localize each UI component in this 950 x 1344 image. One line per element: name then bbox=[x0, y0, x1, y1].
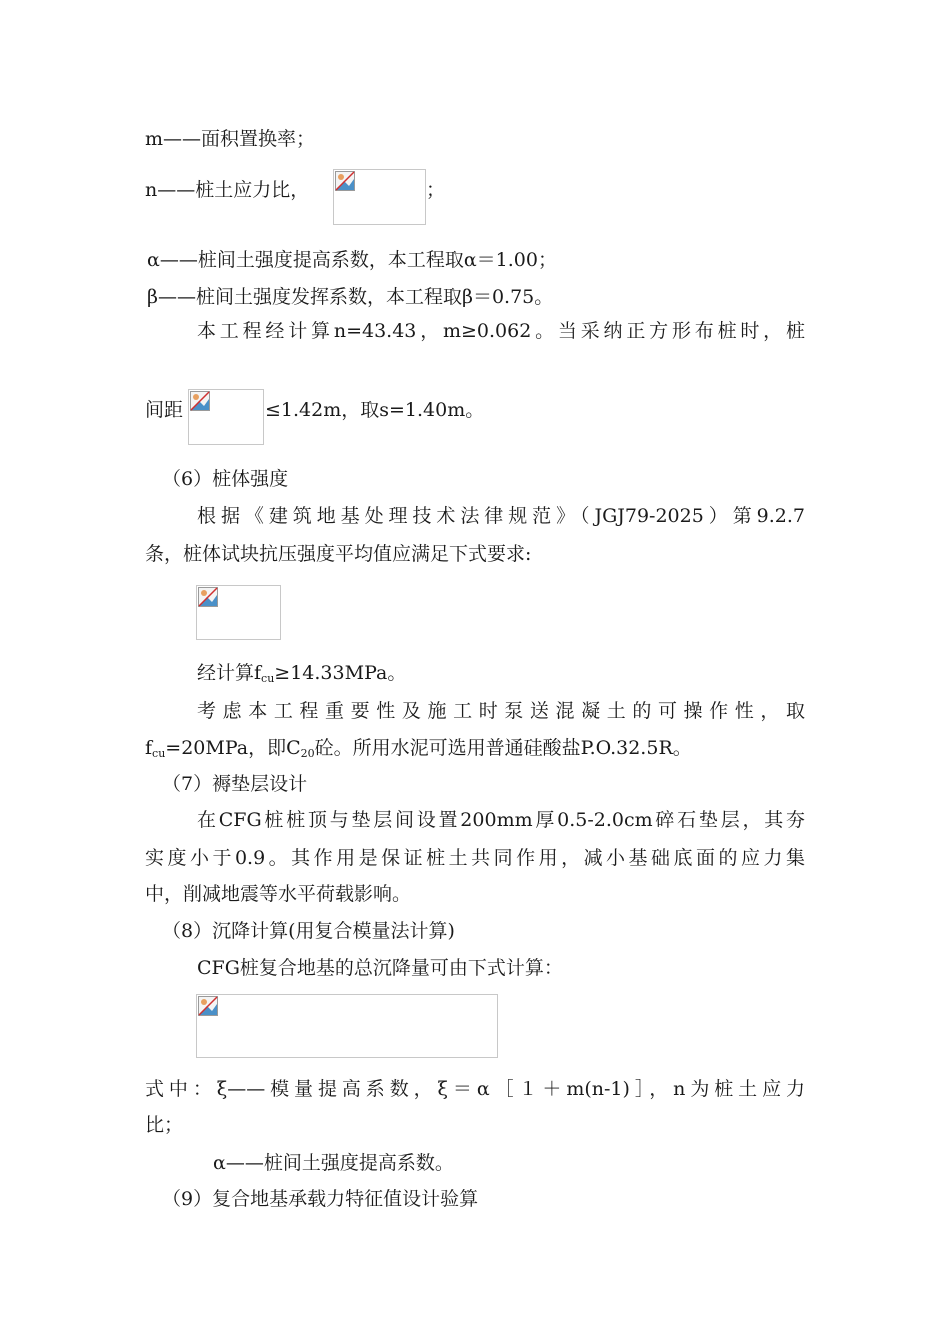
n-definition-text: n——桩土应力比， bbox=[145, 179, 310, 201]
fcu-value: =20MPa，即C bbox=[165, 737, 301, 759]
formula-image-spacing bbox=[188, 389, 264, 445]
spacing-result: ≤1.42m，取s=1.40m。 bbox=[265, 399, 485, 421]
paragraph-6-line-2: 条，桩体试块抗压强度平均值应满足下式要求: bbox=[145, 543, 532, 565]
paragraph-7-line-3: 中，削减地震等水平荷载影响。 bbox=[145, 883, 412, 905]
beta-definition: β——桩间土强度发挥系数，本工程取β＝0.75。 bbox=[147, 286, 554, 308]
fcu-subscript: cu bbox=[261, 672, 275, 685]
formula-image-strength bbox=[196, 585, 281, 640]
cement-note: 砼。所用水泥可选用普通硅酸盐P.O.32.5R。 bbox=[314, 737, 692, 759]
paragraph-6-line-1: 根据《建筑地基处理技术法律规范》（JGJ79-2025）第9.2.7 bbox=[197, 505, 805, 527]
paragraph-8-line-3: 比； bbox=[145, 1114, 184, 1136]
concrete-grade-subscript: 20 bbox=[300, 747, 315, 760]
broken-image-icon bbox=[335, 171, 355, 191]
n-definition-end: ； bbox=[426, 179, 446, 201]
broken-image-icon bbox=[198, 587, 218, 607]
paragraph-7-line-1: 在CFG桩桩顶与垫层间设置200mm厚0.5-2.0cm碎石垫层，其夯 bbox=[197, 809, 805, 831]
paragraph-8-line-4: α——桩间土强度提高系数。 bbox=[213, 1152, 454, 1174]
fcu-subscript-2: cu bbox=[152, 747, 166, 760]
fcu-symbol: f bbox=[145, 737, 153, 759]
fcu-calc-result bbox=[197, 660, 406, 692]
m-definition: m——面积置换率； bbox=[145, 128, 316, 150]
paragraph-8-line-1: CFG桩复合地基的总沉降量可由下式计算： bbox=[197, 957, 563, 979]
paragraph-6-line-3: 考虑本工程重要性及施工时泵送混凝土的可操作性，取 bbox=[197, 700, 805, 722]
broken-image-icon bbox=[190, 391, 210, 411]
fcu-calc-pre: 经计算f bbox=[197, 662, 262, 684]
section-heading-9: （9）复合地基承载力特征值设计验算 bbox=[162, 1188, 479, 1210]
fcu-calc-post: ≥14.33MPa。 bbox=[274, 662, 407, 684]
broken-image-icon bbox=[198, 996, 218, 1016]
section-heading-7: （7）褥垫层设计 bbox=[162, 773, 308, 795]
paragraph-8-line-2: 式中：ξ——模量提高系数，ξ＝α［１＋m(n-1)］，n为桩土应力 bbox=[145, 1078, 805, 1100]
formula-image-n bbox=[333, 169, 426, 225]
calc-result-line: 本工程经计算n=43.43，m≥0.062。当采纳正方形布桩时，桩 bbox=[197, 320, 805, 342]
section-heading-8: （8）沉降计算(用复合模量法计算) bbox=[162, 920, 455, 942]
formula-image-settlement bbox=[196, 994, 498, 1058]
section-heading-6: （6）桩体强度 bbox=[162, 468, 289, 490]
alpha-definition: α——桩间土强度提高系数，本工程取α＝1.00； bbox=[147, 249, 557, 271]
paragraph-6-line-4 bbox=[145, 735, 692, 767]
spacing-label: 间距 bbox=[145, 399, 184, 421]
n-definition bbox=[145, 177, 309, 203]
paragraph-7-line-2: 实度小于0.9。其作用是保证桩土共同作用，减小基础底面的应力集 bbox=[145, 847, 805, 869]
